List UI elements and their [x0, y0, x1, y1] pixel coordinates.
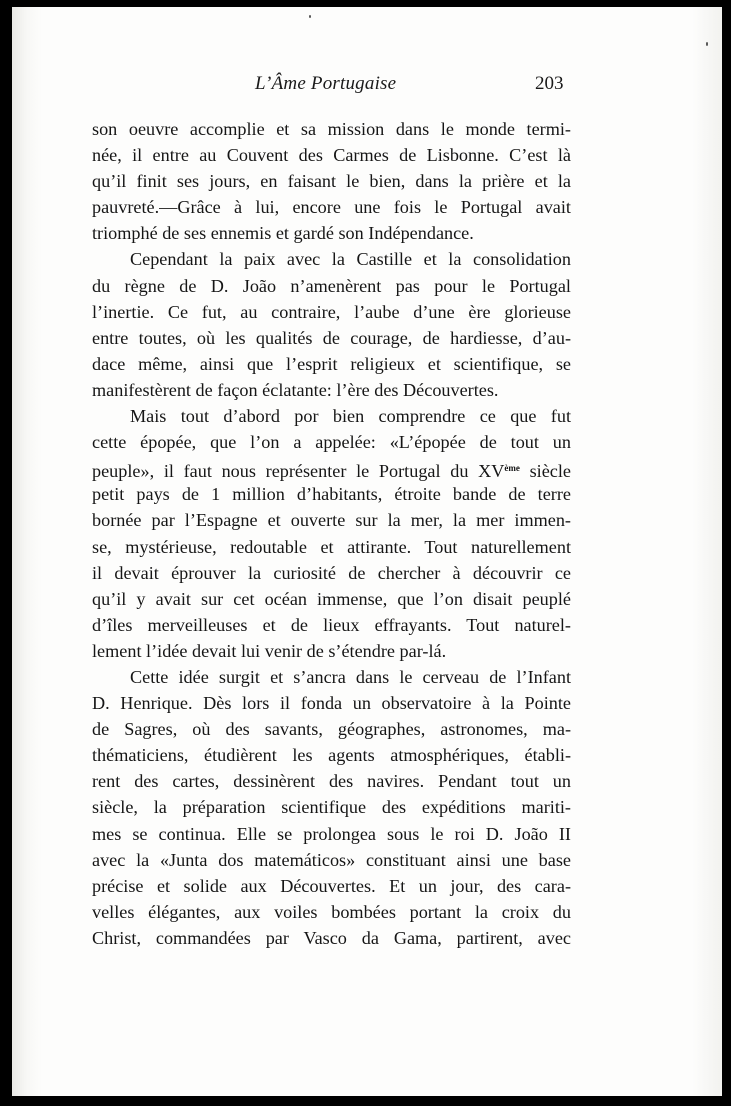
text-line: triomphé de ses ennemis et gardé son Indépendance.	[92, 223, 474, 244]
text-line: bornée par l’Espagne et ouverte sur la mer, la mer immen-	[92, 510, 571, 531]
book-page	[12, 7, 722, 1096]
text-line: d’îles merveilleuses et de lieux effrayants. Tout naturel-	[92, 614, 571, 635]
text-line: se, mystérieuse, redoutable et attirante. Tout naturellement	[92, 536, 571, 557]
text-line: l’inertie. Ce fut, au contraire, l’aube d’une ère glorieuse	[92, 301, 571, 322]
text-fragment: siècle	[519, 461, 572, 482]
text-line: lement l’idée devait lui venir de s’étendre par-lá.	[92, 640, 447, 661]
text-line: avec la «Junta dos matemáticos» constituant ainsi une base	[92, 849, 571, 870]
text-line: qu’il finit ses jours, en faisant le bien, dans la prière et la	[92, 171, 571, 192]
text-line: Christ, commandées par Vasco da Gama, partirent, avec	[92, 927, 571, 948]
text-line: petit pays de 1 million d’habitants, étroite bande de terre	[92, 484, 571, 505]
text-line: mes se continua. Elle se prolongea sous le roi D. João II	[92, 823, 571, 844]
text-line: du règne de D. João n’amenèrent pas pour le Portugal	[92, 275, 571, 296]
text-line: velles élégantes, aux voiles bombées portant la croix du	[92, 901, 571, 922]
text-line: son oeuvre accomplie et sa mission dans le monde termi-	[92, 119, 571, 139]
text-fragment: peuple», il faut nous représenter le Portugal du XV	[92, 461, 505, 482]
text-line: qu’il y avait sur cet océan immense, que l’on disait peuplé	[92, 588, 571, 609]
scan-speck	[706, 42, 708, 46]
superscript-eme: ème	[504, 463, 520, 474]
text-line: dace même, ainsi que l’esprit religieux et scientifique, se	[92, 353, 571, 374]
body-text	[92, 116, 571, 951]
text-line: née, il entre au Couvent des Carmes de Lisbonne. C’est là	[92, 145, 571, 166]
scan-speck	[309, 15, 311, 18]
paragraph-first-line: Cette idée surgit et s’ancra dans le cerveau de l’Infant	[130, 666, 571, 687]
text-line: siècle, la préparation scientifique des expéditions mariti-	[92, 797, 571, 818]
page-number: 203	[535, 73, 564, 94]
paragraph-first-line: Mais tout d’abord por bien comprendre ce que fut	[130, 406, 571, 427]
running-title: L’Âme Portugaise	[255, 73, 397, 94]
text-line: pauvreté.—Grâce à lui, encore une fois le Portugal avait	[92, 197, 571, 218]
text-line-with-superscript	[92, 455, 571, 481]
paragraph-first-line: Cependant la paix avec la Castille et la consolidation	[130, 249, 571, 270]
text-line: thématiciens, étudièrent les agents atmosphériques, établi-	[92, 745, 571, 766]
text-line: manifestèrent de façon éclatante: l’ère des Découvertes.	[92, 379, 499, 400]
text-line: il devait éprouver la curiosité de chercher à découvrir ce	[92, 562, 571, 583]
text-line: cette épopée, que l’on a appelée: «L’épopée de tout un	[92, 432, 571, 453]
text-line: de Sagres, où des savants, géographes, astronomes, ma-	[92, 719, 571, 740]
text-line: D. Henrique. Dès lors il fonda un observatoire à la Pointe	[92, 693, 571, 714]
text-line: rent des cartes, dessinèrent des navires. Pendant tout un	[92, 771, 571, 792]
text-line: précise et solide aux Découvertes. Et un jour, des cara-	[92, 875, 571, 896]
text-line: entre toutes, où les qualités de courage, de hardiesse, d’au-	[92, 327, 571, 348]
running-head	[12, 73, 722, 99]
